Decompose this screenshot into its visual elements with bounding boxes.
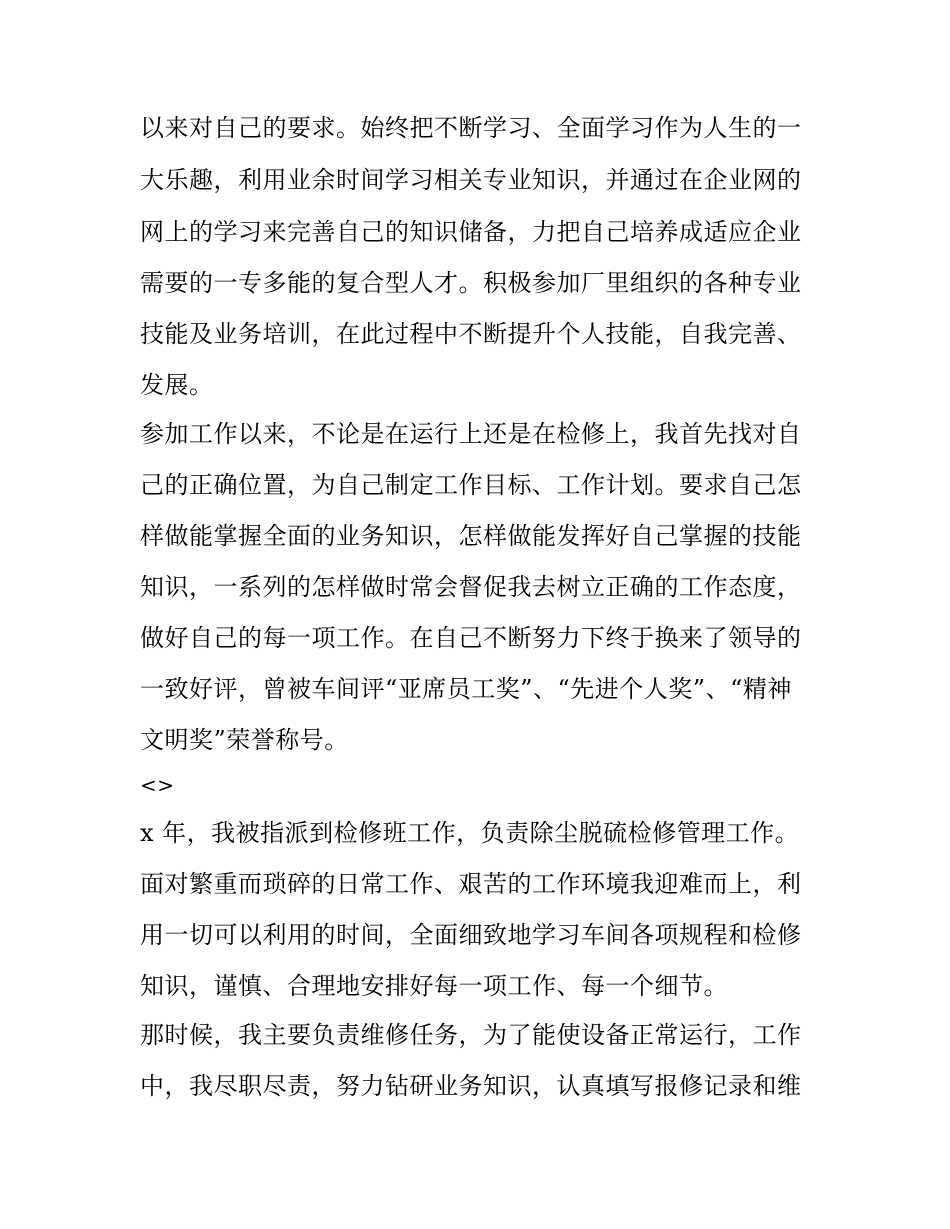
- text-line: 一致好评，曾被车间评“亚席员工奖”、“先进个人奖”、“精神: [140, 675, 792, 703]
- text-line: 文明奖”荣誉称号。: [140, 726, 349, 754]
- text-line: 大乐趣，利用业余时间学习相关专业知识，并通过在企业网的: [140, 166, 802, 194]
- text-line: 知识，一系列的怎样做时常会督促我去树立正确的工作态度，: [140, 573, 802, 601]
- text-line: 参加工作以来，不论是在运行上还是在检修上，我首先找对自: [140, 420, 802, 448]
- text-line: 用一切可以利用的时间，全面细致地学习车间各项规程和检修: [140, 921, 802, 949]
- text-line: 技能及业务培训，在此过程中不断提升个人技能，自我完善、: [140, 320, 802, 348]
- text-line: 那时候，我主要负责维修任务，为了能使设备正常运行，工作: [140, 1021, 802, 1049]
- text-line: 样做能掌握全面的业务知识，怎样做能发挥好自己掌握的技能: [140, 522, 802, 550]
- text-line: 面对繁重而琐碎的日常工作、艰苦的工作环境我迎难而上，利: [140, 870, 802, 898]
- text-line: 网上的学习来完善自己的知识储备，力把自己培养成适应企业: [140, 218, 802, 246]
- text-line: x 年，我被指派到检修班工作，负责除尘脱硫检修管理工作。: [140, 819, 800, 847]
- text-line: 知识，谨慎、合理地安排好每一项工作、每一个细节。: [140, 972, 728, 1000]
- text-line: 中，我尽职尽责，努力钻研业务知识，认真填写报修记录和维: [140, 1072, 802, 1100]
- text-line: <>: [140, 773, 175, 797]
- text-line: 需要的一专多能的复合型人才。积极参加厂里组织的各种专业: [140, 269, 802, 297]
- text-line: 以来对自己的要求。始终把不断学习、全面学习作为人生的一: [140, 114, 802, 142]
- text-line: 发展。: [140, 371, 214, 399]
- text-line: 做好自己的每一项工作。在自己不断努力下终于换来了领导的: [140, 624, 802, 652]
- text-line: 己的正确位置，为自己制定工作目标、工作计划。要求自己怎: [140, 471, 802, 499]
